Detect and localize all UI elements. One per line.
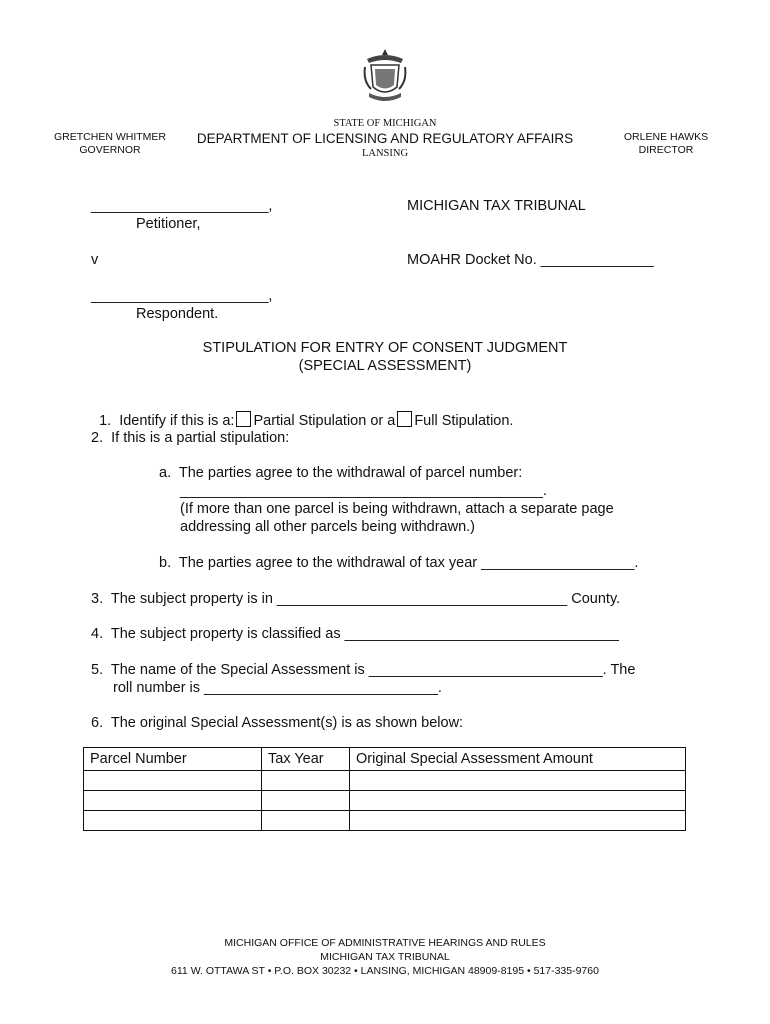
assessment-table <box>83 747 686 831</box>
col-tax-year: Tax Year <box>262 748 350 771</box>
department-name: DEPARTMENT OF LICENSING AND REGULATORY AFFAIRS <box>196 131 574 146</box>
table-cell[interactable] <box>84 811 262 831</box>
respondent-name-field[interactable]: ______________________, <box>91 288 273 304</box>
item-3-county-field[interactable]: 3. The subject property is in ____________________________________ County. <box>91 591 621 607</box>
parcel-number-field[interactable]: _____________________________________________. <box>180 483 547 499</box>
partial-stipulation-checkbox[interactable] <box>236 411 251 427</box>
partial-stipulation-label: Partial Stipulation or a <box>253 413 396 429</box>
col-parcel-number: Parcel Number <box>84 748 262 771</box>
footer <box>100 936 670 978</box>
document-subtitle: (SPECIAL ASSESSMENT) <box>298 358 472 374</box>
full-stipulation-label: Full Stipulation. <box>414 413 514 429</box>
table-cell[interactable] <box>262 811 350 831</box>
michigan-seal-icon <box>361 47 409 105</box>
docket-number-field[interactable]: MOAHR Docket No. ______________ <box>407 252 654 268</box>
item-5-roll-number-field[interactable]: roll number is _____________________________. <box>113 680 442 696</box>
tribunal-name: MICHIGAN TAX TRIBUNAL <box>407 198 586 214</box>
table-row <box>84 771 686 791</box>
state-name: STATE OF MICHIGAN <box>333 118 437 129</box>
table-cell[interactable] <box>262 771 350 791</box>
footer-office: MICHIGAN OFFICE OF ADMINISTRATIVE HEARINGS AND RULES <box>224 937 546 949</box>
col-original-amount: Original Special Assessment Amount <box>350 748 686 771</box>
item-2a-note-2: addressing all other parcels being withdrawn.) <box>180 519 475 535</box>
item-2: 2. If this is a partial stipulation: <box>91 430 290 446</box>
footer-tribunal: MICHIGAN TAX TRIBUNAL <box>320 951 450 963</box>
table-row <box>84 791 686 811</box>
director-title: DIRECTOR <box>638 144 694 156</box>
table-cell[interactable] <box>350 811 686 831</box>
governor-title: GOVERNOR <box>79 144 141 156</box>
governor-name: GRETCHEN WHITMER <box>54 131 166 143</box>
item-2a-text: a. The parties agree to the withdrawal of parcel number: <box>159 465 523 481</box>
director-block <box>606 131 726 157</box>
item-2a-note-1: (If more than one parcel is being withdrawn, attach a separate page <box>180 501 614 517</box>
table-cell[interactable] <box>262 791 350 811</box>
governor-block <box>40 131 180 157</box>
table-cell[interactable] <box>84 791 262 811</box>
respondent-label: Respondent. <box>136 306 219 322</box>
director-name: ORLENE HAWKS <box>623 131 709 143</box>
table-cell[interactable] <box>350 791 686 811</box>
petitioner-name-field[interactable]: ______________________, <box>91 198 273 214</box>
petitioner-label: Petitioner, <box>136 216 201 232</box>
table-row <box>84 811 686 831</box>
table-header-row <box>84 748 686 771</box>
versus-label: v <box>91 252 99 268</box>
table-cell[interactable] <box>84 771 262 791</box>
footer-address: 611 W. OTTAWA ST • P.O. BOX 30232 • LANSING, MICHIGAN 48909-8195 • 517-335-9760 <box>171 965 599 977</box>
item-4-classification-field[interactable]: 4. The subject property is classified as __________________________________ <box>91 626 619 642</box>
city-name: LANSING <box>361 148 409 159</box>
table-cell[interactable] <box>350 771 686 791</box>
document-title: STIPULATION FOR ENTRY OF CONSENT JUDGMENT <box>202 340 568 356</box>
item-6: 6. The original Special Assessment(s) is as shown below: <box>91 715 464 731</box>
item-1 <box>91 395 513 429</box>
item-1-prompt: 1. Identify if this is a: <box>99 413 235 429</box>
item-2b-tax-year-field[interactable]: b. The parties agree to the withdrawal of tax year ___________________. <box>159 555 639 571</box>
item-5-assessment-name-field[interactable]: 5. The name of the Special Assessment is _____________________________. The <box>91 662 636 678</box>
full-stipulation-checkbox[interactable] <box>397 411 412 427</box>
